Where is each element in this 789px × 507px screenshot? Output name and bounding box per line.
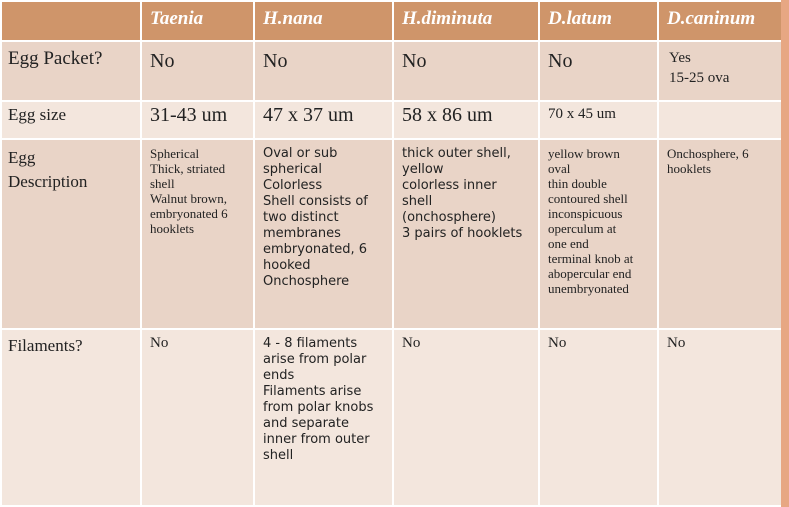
header-cell-hnana: H.nana [254,1,393,41]
cell-line: 4 - 8 filaments [263,336,358,351]
cell-taenia: 31-43 um [141,101,254,139]
cell-line: hooklets [150,221,195,236]
cell-line: Spherical [150,146,200,161]
cell-hdiminuta [393,139,539,329]
cell-line: Onchosphere, 6 [667,146,749,161]
cell-line: Shell consists of [263,194,368,209]
cell-line: thick outer shell, [402,146,511,161]
cell-line: embryonated 6 [150,206,228,221]
cell-line: contoured shell [548,191,628,206]
table-row-egg-description [1,139,782,329]
cell-line: and separate [263,416,349,431]
cell-taenia: No [141,41,254,101]
cell-line: colorless inner [402,178,497,193]
cell-line: arise from polar [263,352,367,367]
cell-line: terminal knob at [548,251,634,266]
cell-line: two distinct [263,210,339,225]
cell-line: (onchosphere) [402,210,496,225]
cell-line: from polar knobs [263,400,374,415]
cell-line: inconspicuous [548,206,623,221]
cell-dlatum [539,139,658,329]
cell-line: spherical [263,162,322,177]
row-label: Egg Packet? [1,41,141,101]
cell-dcaninum: No [658,329,782,506]
cell-line: unembryonated [548,281,629,296]
cell-hnana: No [254,41,393,101]
cell-line: Oval or sub [263,146,338,161]
slide-edge-bar [781,0,789,507]
cell-line: inner from outer [263,432,370,447]
cell-line: shell [402,194,433,209]
cell-line: ends [263,368,295,383]
cell-hdiminuta: No [393,329,539,506]
header-row [1,1,782,41]
cell-line: Colorless [263,178,323,193]
header-cell-dlatum: D.latum [539,1,658,41]
cell-taenia: No [141,329,254,506]
cell-dcaninum [658,41,782,101]
cell-line: membranes [263,226,341,241]
cell-line: shell [263,448,294,463]
cell-line: abopercular end [548,266,632,281]
header-cell-hdiminuta: H.diminuta [393,1,539,41]
cell-hdiminuta: No [393,41,539,101]
row-label-line: Egg [8,148,36,167]
cell-hnana [254,139,393,329]
cell-dlatum: 70 x 45 um [539,101,658,139]
cell-line: embryonated, 6 [263,242,367,257]
cell-hdiminuta: 58 x 86 um [393,101,539,139]
header-cell-dcaninum: D.caninum [658,1,782,41]
cell-hnana [254,329,393,506]
cell-line: Onchosphere [263,274,350,289]
cell-line: shell [150,176,175,191]
cell-line: yellow [402,162,444,177]
cell-taenia [141,139,254,329]
cell-line: Yes [669,50,691,66]
row-label [1,139,141,329]
cell-dlatum: No [539,41,658,101]
cell-line: 15-25 ova [669,70,730,86]
table-row-filaments [1,329,782,506]
row-label: Egg size [1,101,141,139]
row-label: Filaments? [1,329,141,506]
cell-line: Thick, striated [150,161,226,176]
cell-line: hooked [263,258,311,273]
header-cell-taenia: Taenia [141,1,254,41]
cell-line: one end [548,236,589,251]
cell-line: operculum at [548,221,617,236]
table-row-egg-packet [1,41,782,101]
cell-dcaninum [658,139,782,329]
cell-dcaninum [658,101,782,139]
cell-dlatum: No [539,329,658,506]
row-label-line: Description [8,172,88,191]
cell-line: hooklets [667,161,712,176]
header-cell-blank [1,1,141,41]
cell-line: yellow brown [548,146,620,161]
cell-hnana: 47 x 37 um [254,101,393,139]
table-row-egg-size [1,101,782,139]
cell-line: thin double [548,176,607,191]
cell-line: oval [548,161,571,176]
cell-line: Walnut brown, [150,191,227,206]
cell-line: Filaments arise [263,384,362,399]
cell-line: 3 pairs of hooklets [402,226,523,241]
